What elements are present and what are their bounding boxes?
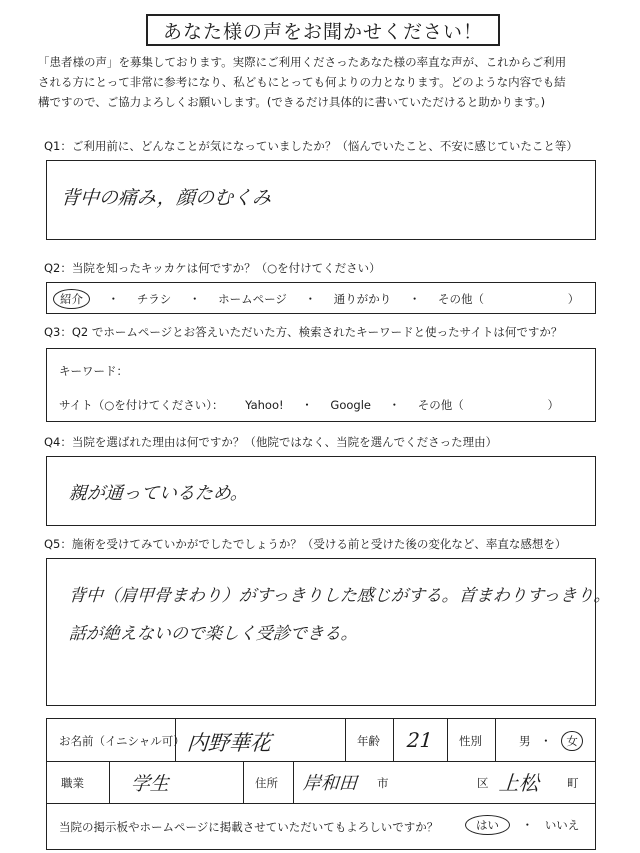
gender-male[interactable]: 男 xyxy=(519,734,531,748)
intro-line: 「患者様の声」を募集しております。実際にご利用くださったあなた様の率直な声が、これからご利用 xyxy=(38,55,567,69)
q2-options-box xyxy=(46,282,596,314)
q2-close-paren: ） xyxy=(567,292,580,306)
consent-question: 当院の掲示板やホームページに掲載させていただいてもよろしいですか？ xyxy=(59,820,439,834)
q4-question: Q4：当院を選ばれた理由は何ですか？（他院ではなく、当院を選んでくださった理由） xyxy=(44,435,498,449)
intro-line: される方にとって非常に参考になり、私どもにとっても何よりの力となります。どのような内容でも結 xyxy=(38,75,566,89)
name-label: お名前（イニシャル可） xyxy=(59,734,185,748)
separator: ・ xyxy=(540,734,552,748)
address-label: 住所 xyxy=(255,776,278,790)
intro-text xyxy=(38,52,608,112)
q4-answer-box[interactable] xyxy=(46,456,596,526)
town-label: 町 xyxy=(567,776,579,790)
q1-answer-box[interactable] xyxy=(46,160,596,240)
q3-site-label: サイト（○を付けてください）： xyxy=(59,398,224,412)
q5-question: Q5：施術を受けてみていかがでしたでしょうか？（受ける前と受けた後の変化など、率直な感想を） xyxy=(44,537,567,551)
q3-box xyxy=(46,348,596,422)
job-label: 職業 xyxy=(61,776,84,790)
consent-no[interactable]: いいえ xyxy=(544,818,580,832)
q1-question: Q1：ご利用前に、どんなことが気になっていましたか？（悩んでいたこと、不安に感じていたこと等） xyxy=(44,139,578,153)
title-text: あなた様の声をお聞かせください！ xyxy=(162,20,483,43)
intro-line: 構ですので、ご協力よろしくお願いします。(できるだけ具体的に書いていただけると助かります。) xyxy=(38,95,546,109)
separator: ・ xyxy=(304,292,317,306)
q5-answer-box[interactable] xyxy=(46,558,612,706)
separator: ・ xyxy=(521,818,534,832)
page-title xyxy=(146,14,500,46)
separator: ・ xyxy=(107,292,120,306)
gender-options xyxy=(519,731,583,751)
q2-option-flyer[interactable]: チラシ xyxy=(136,292,172,306)
q2-option-referral[interactable]: 紹介 xyxy=(53,289,90,309)
age-label: 年齢 xyxy=(357,734,380,748)
separator: ・ xyxy=(408,292,421,306)
age-value: 21 xyxy=(406,728,434,752)
q3-site-google[interactable]: Google xyxy=(330,398,371,412)
q5-answer-line: 話が絶えないので楽しく受診できる。 xyxy=(68,624,359,644)
q2-option-homepage[interactable]: ホームページ xyxy=(218,292,287,306)
q3-question: Q3：Q2 でホームページとお答えいただいた方、検索されたキーワードと使ったサイトは何ですか？ xyxy=(44,325,563,339)
separator: ・ xyxy=(388,398,401,412)
q3-site-yahoo[interactable]: Yahoo! xyxy=(245,398,284,412)
info-table xyxy=(46,718,596,850)
separator: ・ xyxy=(188,292,201,306)
q2-question: Q2：当院を知ったキッカケは何ですか？（○を付けてください） xyxy=(44,261,381,275)
gender-label: 性別 xyxy=(459,734,482,748)
q1-answer: 背中の痛み，顔のむくみ xyxy=(60,187,272,209)
address-city: 岸和田 xyxy=(302,773,358,794)
q5-answer-line: 背中（肩甲骨まわり）がすっきりした感じがする。首まわりすっきり。 xyxy=(68,586,612,606)
gender-female[interactable]: 女 xyxy=(561,731,583,751)
address-town: 上松 xyxy=(498,771,540,795)
city-label: 市 xyxy=(377,776,389,790)
name-value: 内野華花 xyxy=(186,731,272,755)
q2-option-passing[interactable]: 通りがかり xyxy=(333,292,392,306)
consent-options xyxy=(465,815,579,835)
q3-keyword-label: キーワード： xyxy=(59,364,128,378)
job-value: 学生 xyxy=(130,773,170,795)
separator: ・ xyxy=(301,398,313,412)
ward-label: 区 xyxy=(477,776,489,790)
q3-close-paren: ） xyxy=(547,398,559,412)
q3-site-other[interactable]: その他（ xyxy=(417,398,464,412)
consent-yes[interactable]: はい xyxy=(465,815,510,835)
q2-option-other[interactable]: その他（ xyxy=(438,292,485,306)
q4-answer: 親が通っているため。 xyxy=(68,483,249,504)
